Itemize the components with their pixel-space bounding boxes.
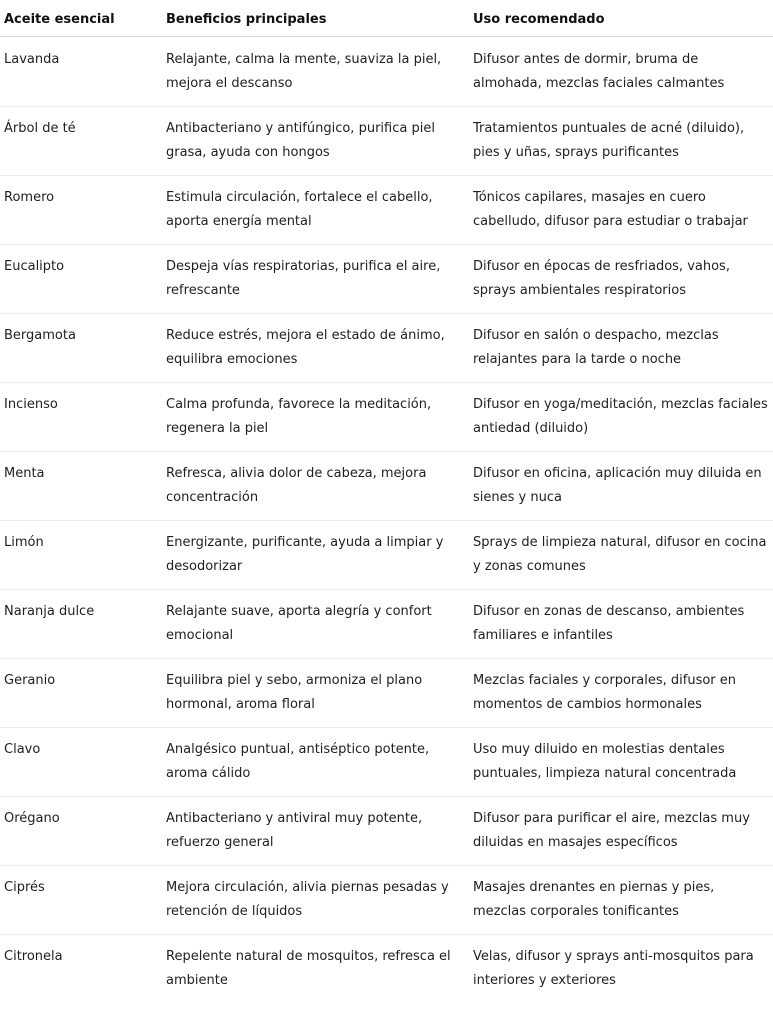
- table-row: [0, 106, 773, 176]
- table-row: [0, 727, 773, 797]
- oil-benefits: Relajante, calma la mente, suaviza la piel, mejora el descanso: [166, 52, 442, 91]
- oil-name: Romero: [4, 190, 55, 205]
- oil-use: Difusor antes de dormir, bruma de almohada, mezclas faciales calmantes: [473, 52, 725, 91]
- oil-benefits: Despeja vías respiratorias, purifica el aire, refrescante: [166, 259, 441, 298]
- header-use: Uso recomendado: [473, 12, 605, 27]
- header-oil: Aceite esencial: [4, 12, 115, 27]
- oil-use: Uso muy diluido en molestias dentales puntuales, limpieza natural concentrada: [473, 742, 737, 781]
- oil-name: Eucalipto: [4, 259, 65, 274]
- table-row: [0, 313, 773, 383]
- oil-use: Difusor en zonas de descanso, ambientes familiares e infantiles: [473, 604, 745, 643]
- table-row: [0, 796, 773, 866]
- oil-benefits: Relajante suave, aporta alegría y confort emocional: [166, 604, 432, 643]
- oil-use: Masajes drenantes en piernas y pies, mezclas corporales tonificantes: [473, 880, 715, 919]
- oil-name: Limón: [4, 535, 44, 550]
- oil-benefits: Estimula circulación, fortalece el cabello, aporta energía mental: [166, 190, 433, 229]
- oil-benefits: Refresca, alivia dolor de cabeza, mejora concentración: [166, 466, 427, 505]
- oil-name: Citronela: [4, 949, 63, 964]
- table-row: [0, 37, 773, 107]
- oil-use: Velas, difusor y sprays anti-mosquitos para interiores y exteriores: [473, 949, 754, 988]
- oil-use: Sprays de limpieza natural, difusor en cocina y zonas comunes: [473, 535, 767, 574]
- oil-name: Lavanda: [4, 52, 60, 67]
- table-row: [0, 520, 773, 590]
- oil-name: Menta: [4, 466, 45, 481]
- oil-benefits: Equilibra piel y sebo, armoniza el plano hormonal, aroma floral: [166, 673, 423, 712]
- oil-name: Ciprés: [4, 880, 45, 895]
- oil-name: Geranio: [4, 673, 56, 688]
- oil-name: Bergamota: [4, 328, 76, 343]
- table-header-row: [0, 0, 773, 37]
- oil-name: Clavo: [4, 742, 41, 757]
- oil-name: Orégano: [4, 811, 60, 826]
- oil-benefits: Mejora circulación, alivia piernas pesadas y retención de líquidos: [166, 880, 449, 919]
- oil-benefits: Analgésico puntual, antiséptico potente, aroma cálido: [166, 742, 430, 781]
- oil-name: Incienso: [4, 397, 58, 412]
- oil-use: Tónicos capilares, masajes en cuero cabelludo, difusor para estudiar o trabajar: [473, 190, 748, 229]
- oil-use: Difusor en oficina, aplicación muy diluida en sienes y nuca: [473, 466, 762, 505]
- table-row: [0, 244, 773, 314]
- table-row: [0, 382, 773, 452]
- oil-benefits: Reduce estrés, mejora el estado de ánimo, equilibra emociones: [166, 328, 445, 367]
- oil-benefits: Calma profunda, favorece la meditación, regenera la piel: [166, 397, 432, 436]
- oil-use: Difusor en salón o despacho, mezclas relajantes para la tarde o noche: [473, 328, 719, 367]
- oil-benefits: Antibacteriano y antiviral muy potente, refuerzo general: [166, 811, 423, 850]
- table-row: [0, 175, 773, 245]
- oil-use: Difusor en yoga/meditación, mezclas faciales antiedad (diluido): [473, 397, 768, 436]
- oil-use: Difusor para purificar el aire, mezclas muy diluidas en masajes específicos: [473, 811, 750, 850]
- oil-name: Árbol de té: [4, 121, 76, 136]
- table-row: [0, 934, 773, 1003]
- oil-use: Mezclas faciales y corporales, difusor en momentos de cambios hormonales: [473, 673, 737, 712]
- header-benefits: Beneficios principales: [166, 12, 327, 27]
- table-row: [0, 451, 773, 521]
- oil-name: Naranja dulce: [4, 604, 95, 619]
- table-row: [0, 589, 773, 659]
- table-row: [0, 865, 773, 935]
- oil-use: Difusor en épocas de resfriados, vahos, sprays ambientales respiratorios: [473, 259, 730, 298]
- oil-benefits: Repelente natural de mosquitos, refresca el ambiente: [166, 949, 451, 988]
- oil-benefits: Energizante, purificante, ayuda a limpiar y desodorizar: [166, 535, 444, 574]
- oil-use: Tratamientos puntuales de acné (diluido), pies y uñas, sprays purificantes: [473, 121, 745, 160]
- table-row: [0, 658, 773, 728]
- oil-benefits: Antibacteriano y antifúngico, purifica piel grasa, ayuda con hongos: [166, 121, 435, 160]
